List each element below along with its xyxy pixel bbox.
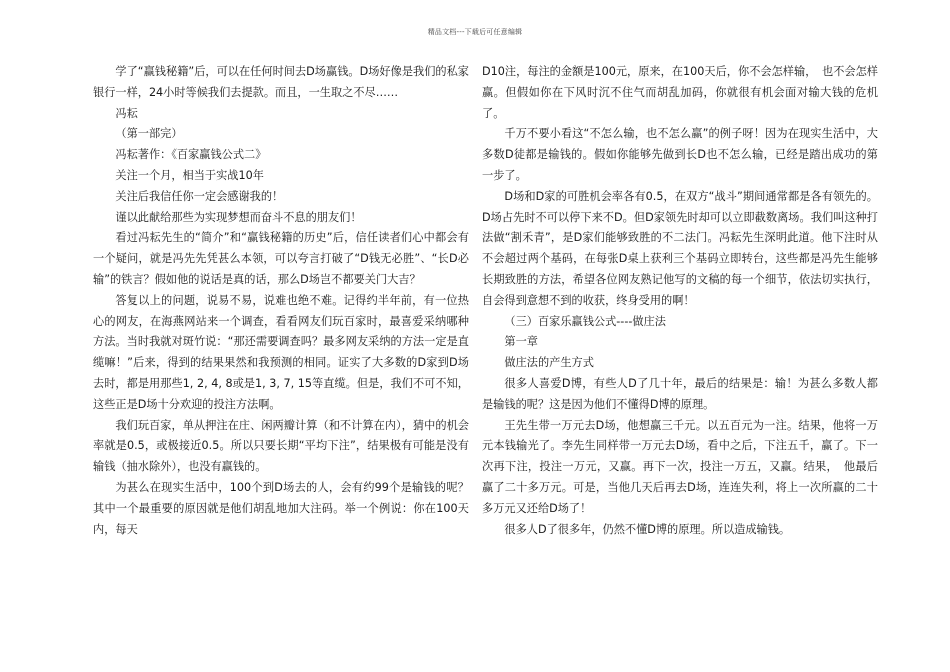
paragraph: 看过冯耘先生的“简介”和“赢钱秘籍的历史”后，信任读者们心中都会有一个疑问，就是冯先先凭甚么本领，可以夸言打破了“D钱无必胜”、“长D必输”的铁言？假如他的说话是真的话，那么D场岂不都要关门大吉？ xyxy=(93,231,469,286)
left-column xyxy=(93,62,469,540)
paragraph: （三）百家乐赢钱公式----做庄法 xyxy=(504,314,666,328)
paragraph: 千万不要小看这“不怎么输，也不怎么赢”的例子呀！因为在现实生活中，大多数D徒都是输钱的。假如你能够先做到长D也不怎么输，已经是踏出成功的第一步了。 xyxy=(482,127,878,182)
paragraph: 学了“赢钱秘籍”后，可以在任何时间去D场赢钱。D场好像是我们的私家银行一样，24小时等候我们去提款。而且，一生取之不尽…… xyxy=(93,65,469,99)
paragraph: 王先生带一万元去D场，他想赢三千元。以五百元为一注。结果，他将一万元本钱输光了。李先生同样带一万元去D场，看中之后，下注五千，赢了。下一次再下注，投注一万元，又赢。再下一次，投注一万五，又赢。结果， 他最后赢了二十多万元。可是，当他几天后再去D场，连连失利，将上一次所赢的二十多万元又还给D场了！ xyxy=(482,418,878,515)
paragraph: （第一部完） xyxy=(115,127,183,141)
paragraph: D场和D家的可胜机会率各有0.5，在双方“战斗”期间通常都是各有领先的。D场占先时不可以停下来不D。但D家领先时却可以立即截数离场。我们叫这种打法做“割禾青”，是D家们能够致胜的不二法门。冯耘先生深明此道。他下注时从不会超过两个基码，在每张D桌上获利三个基码立即转台，这些都是冯先生能够长期致胜的方法，希望各位网友熟记他写的文稿的每一个细节，依法切实执行，自会得到意想不到的收获，终身受用的啊！ xyxy=(482,189,878,307)
paragraph: 第一章 xyxy=(504,335,538,349)
paragraph: 冯耘著作：《百家赢钱公式二》 xyxy=(115,148,267,162)
paragraph: 很多人喜爱D博，有些人D了几十年，最后的结果是：输！为甚么多数人都是输钱的呢？这是因为他们不懂得D博的原理。 xyxy=(482,376,878,411)
paragraph: 很多人D了很多年，仍然不懂D博的原理。所以造成输钱。 xyxy=(504,522,791,536)
paragraph: D10注，每注的金额是100元，原来，在100天后，你不会怎样输， 也不会怎样赢。但假如你在下风时沉不住气而胡乱加码，你就很有机会面对输大钱的危机了。 xyxy=(482,65,878,120)
paragraph: 我们玩百家，单从押注在庄、闲两瓣计算（和不计算在内），猜中的机会率就是0.5，或极接近0.5。所以只要长期“平均下注”，结果极有可能是没有输钱（抽水除外），也没有赢钱的。 xyxy=(93,418,469,474)
paragraph: 谨以此献给那些为实现梦想而奋斗不息的朋友们！ xyxy=(115,210,362,224)
page-header: 精品文档---下载后可任意编辑 xyxy=(427,28,523,36)
paragraph: 冯耘 xyxy=(115,106,138,120)
right-column xyxy=(482,62,878,540)
paragraph: 为甚么在现实生活中，100个到D场去的人，会有约99个是输钱的呢？其中一个最重要的原因就是他们胡乱地加大注码。举一个例说：你在100天内，每天 xyxy=(93,480,469,536)
paragraph: 答复以上的问题，说易不易，说难也绝不难。记得约半年前，有一位热心的网友，在海燕网站来一个调查，看看网友们玩百家时，最喜爱采纳哪种方法。当时我就对斑竹说：“那还需要调查吗？最多网友采纳的方法一定是直缆嘛！”后来，得到的结果果然和我预测的相同。证实了大多数的D家到D场去时，都是用那些1, 2, 4, 8或是1, 3, 7, 15等直缆。但是，我们不可不知，这些正是D场十分欢迎的投注方法啊。 xyxy=(93,293,469,411)
paragraph: 关注一个月，相当于实战10年 xyxy=(115,168,264,182)
paragraph: 做庄法的产生方式 xyxy=(504,356,594,370)
paragraph: 关注后我信任你一定会感谢我的！ xyxy=(115,189,284,203)
